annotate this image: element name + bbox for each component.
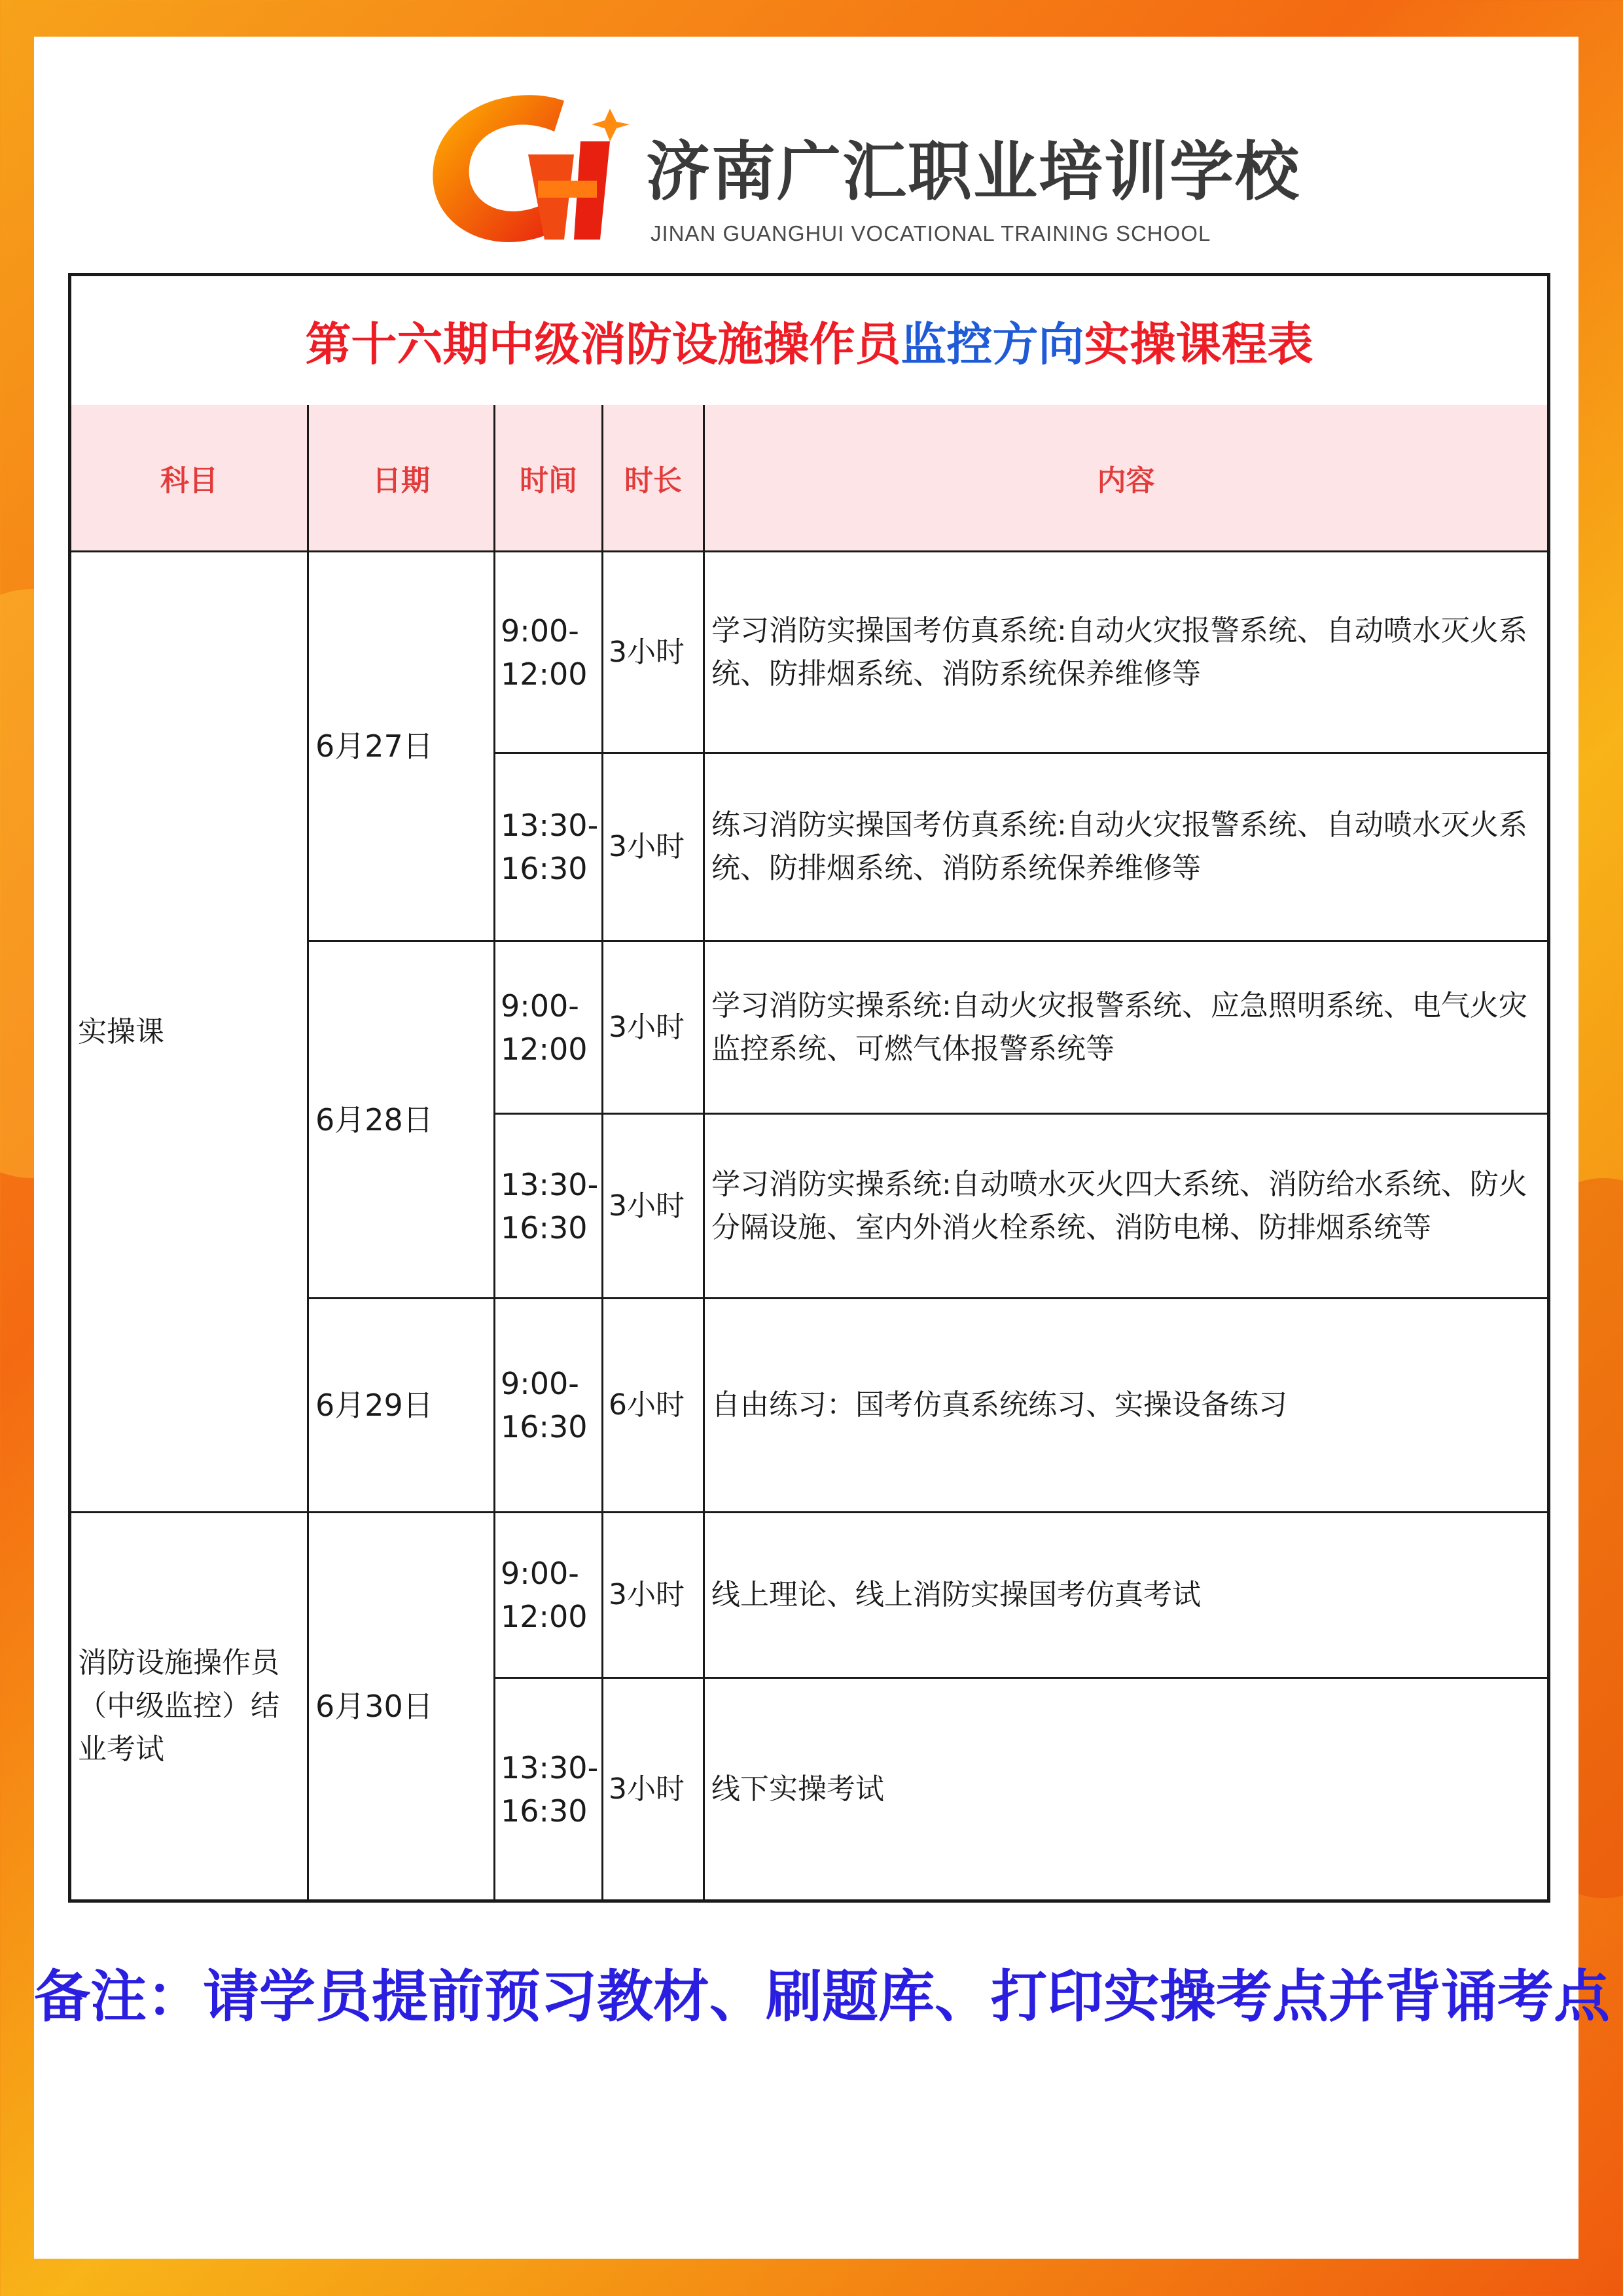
header-subject: 科目: [160, 464, 218, 497]
time-cell: 9:00-12:00: [501, 613, 588, 692]
duration-cell: 3小时: [609, 635, 685, 669]
content-cell: 学习消防实操系统:自动喷水灭火四大系统、消防给水系统、防火分隔设施、室内外消火栓系统、消防电梯、防排烟系统等: [711, 1167, 1527, 1244]
content-cell: 学习消防实操系统:自动火灾报警系统、应急照明系统、电气火灾监控系统、可燃气体报警系统等: [711, 988, 1527, 1066]
subject-cell: 实操课: [78, 1014, 164, 1049]
time-cell: 9:00-16:30: [501, 1366, 588, 1444]
content-cell: 线上理论、线上消防实操国考仿真考试: [711, 1578, 1201, 1611]
duration-cell: 3小时: [609, 1010, 685, 1044]
header-time: 时间: [520, 464, 577, 497]
school-logo: [414, 69, 1301, 266]
subject-cell: 消防设施操作员（中级监控）结业考试: [78, 1646, 279, 1766]
time-cell: 9:00-12:00: [501, 1556, 588, 1634]
duration-cell: 3小时: [609, 1772, 685, 1806]
date-cell: 6月30日: [315, 1689, 433, 1724]
table-title: [71, 276, 1547, 407]
time-cell: 13:30-16:30: [501, 1749, 599, 1829]
poster-card: [34, 37, 1610, 2259]
content-cell: 线下实操考试: [711, 1772, 884, 1806]
header-content: 内容: [1097, 464, 1155, 497]
date-cell: 6月27日: [315, 728, 433, 764]
title-part-3: 实操课程表: [1084, 317, 1313, 371]
school-name-cn: 济南广汇职业培训学校: [646, 135, 1301, 209]
time-cell: 9:00-12:00: [501, 988, 588, 1067]
header-row: [71, 405, 1547, 552]
duration-cell: 3小时: [609, 1189, 685, 1223]
duration-cell: 3小时: [609, 1578, 685, 1611]
time-cell: 13:30-16:30: [501, 1166, 599, 1246]
header-duration: 时长: [624, 464, 682, 497]
content-cell: 学习消防实操国考仿真系统:自动火灾报警系统、自动喷水灭火系统、防排烟系统、消防系统保养维修等: [711, 613, 1527, 691]
title-part-2: 监控方向: [901, 317, 1084, 371]
duration-cell: 3小时: [609, 830, 685, 863]
schedule-table: [68, 273, 1550, 1903]
content-cell: 自由练习：国考仿真系统练习、实操设备练习: [711, 1388, 1287, 1422]
content-cell: 练习消防实操国考仿真系统:自动火灾报警系统、自动喷水灭火系统、防排烟系统、消防系统保养维修等: [711, 808, 1527, 885]
duration-cell: 6小时: [609, 1388, 685, 1422]
time-cell: 13:30-16:30: [501, 808, 599, 886]
school-name-en: JINAN GUANGHUI VOCATIONAL TRAINING SCHOOL: [651, 221, 1211, 245]
date-cell: 6月28日: [315, 1102, 433, 1138]
footer-note: 备注：请学员提前预习教材、刷题库、打印实操考点并背诵考点: [34, 1964, 1610, 2030]
header-date: 日期: [372, 464, 430, 497]
date-cell: 6月29日: [315, 1388, 433, 1423]
gh-logo-icon: [414, 69, 649, 266]
title-part-1: 第十六期中级消防设施操作员: [305, 317, 901, 371]
